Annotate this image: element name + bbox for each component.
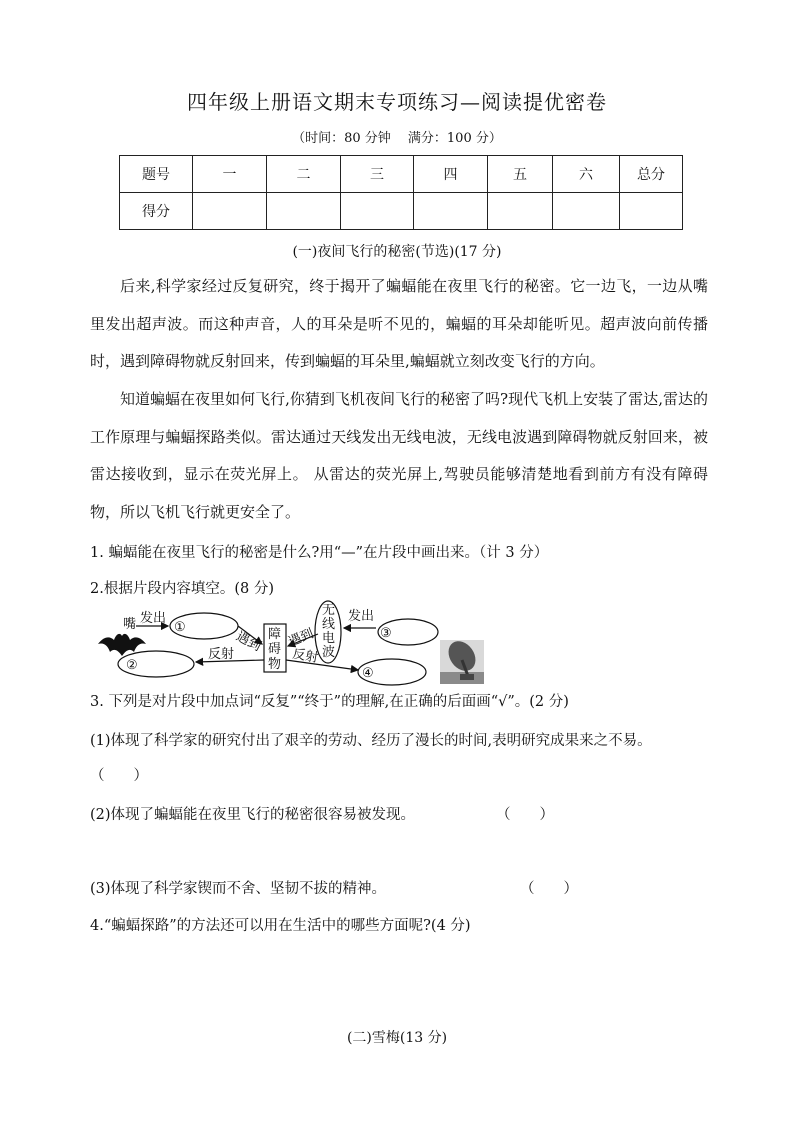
score-table-cell: 总分 [620,156,683,193]
send-label-right: 发出 [348,609,375,624]
score-table-cell: 题号 [120,156,193,193]
score-entry-cell[interactable] [267,193,341,230]
score-table-header-row [120,156,683,193]
question-1: 1. 蝙蝠能在夜里飞行的秘密是什么?用“—”在片段中画出来。（计 3 分） [90,545,549,561]
meet-label-right: 遇到 [286,626,316,650]
exam-info: （时间：80 分钟 满分：100 分） [292,131,502,146]
passage-paragraph-2: 知道蝙蝠在夜里如何飞行,你猜到飞机夜间飞行的秘密了吗?现代飞机上安装了雷达,雷达的工作原理与蝙蝠探路类似。雷达通过天线发出无线电波，无线电波遇到障碍物就反射回来，被雷达接收到，显示在荧光屏上。 从雷达的荧光屏上,驾驶员能够清楚地看到前方有没有障碍物，所以飞机飞行就更安全了。 [90,390,708,521]
wave-char: 无 [322,603,336,618]
mouth-label: 嘴 [123,617,137,632]
score-entry-cell[interactable] [553,193,620,230]
score-table-cell: 六 [553,156,620,193]
page-title: 四年级上册语文期末专项练习—阅读提优密卷 [187,90,607,114]
score-row-label: 得分 [120,193,193,230]
echo-diagram [96,600,496,690]
passage-paragraph-1: 后来,科学家经过反复研究，终于揭开了蝙蝠能在夜里飞行的秘密。它一边飞，一边从嘴里发出超声波。而这种声音，人的耳朵是听不见的，蝙蝠的耳朵却能听见。超声波向前传播时，遇到障碍物就反射回来，传到蝙蝠的耳朵里,蝙蝠就立刻改变飞行的方向。 [90,277,708,370]
score-table-score-row [120,193,683,230]
blank-2-number: ② [126,658,138,673]
section1-title: (一)夜间飞行的秘密(节选)(17 分) [292,244,502,260]
echo-diagram-svg [96,600,496,690]
question-3-option-3: (3)体现了科学家锲而不舍、坚韧不拔的精神。 [90,881,387,897]
question-4: 4.“蝙蝠探路”的方法还可以用在生活中的哪些方面呢?(4 分) [90,918,471,934]
score-table-cell: 三 [341,156,414,193]
blank-3-number: ③ [380,626,392,641]
question-3-option-3-answer[interactable]: （ ） [520,881,578,897]
wave-char: 线 [322,617,336,632]
score-entry-cell[interactable] [488,193,553,230]
score-entry-cell[interactable] [193,193,267,230]
question-3: 3. 下列是对片段中加点词“反复”“终于”的理解,在正确的后面画“√”。(2 分) [90,694,569,710]
score-table-cell: 一 [193,156,267,193]
obstacle-char: 碍 [268,642,282,657]
radar-image [440,636,484,684]
blank-1-number: ① [174,620,186,635]
reflect-label-left: 反射 [208,647,235,662]
score-entry-cell[interactable] [620,193,683,230]
question-3-option-2: (2)体现了蝙蝠能在夜里飞行的秘密很容易被发现。 [90,807,416,823]
score-table-cell: 五 [488,156,553,193]
question-3-option-1-answer[interactable]: （ ） [90,768,148,784]
obstacle-char: 物 [268,657,282,672]
score-table [119,155,683,230]
wave-char: 电 [322,631,336,646]
question-3-option-1: (1)体现了科学家的研究付出了艰辛的劳动、经历了漫长的时间,表明研究成果来之不易。 [90,733,652,749]
score-entry-cell[interactable] [341,193,414,230]
score-table-cell: 二 [267,156,341,193]
question-2: 2.根据片段内容填空。(8 分) [90,581,274,597]
question-3-option-2-answer[interactable]: （ ） [496,807,554,823]
meet-label-left: 遇到 [233,629,264,655]
reflect-label-right: 反射 [291,646,320,666]
section2-title: (二)雪梅(13 分) [346,1030,448,1046]
obstacle-char: 障 [268,627,282,642]
send-label-left: 发出 [140,611,167,626]
wave-char: 波 [322,645,336,660]
score-table-cell: 四 [414,156,488,193]
blank-4-number: ④ [362,666,374,681]
score-entry-cell[interactable] [414,193,488,230]
